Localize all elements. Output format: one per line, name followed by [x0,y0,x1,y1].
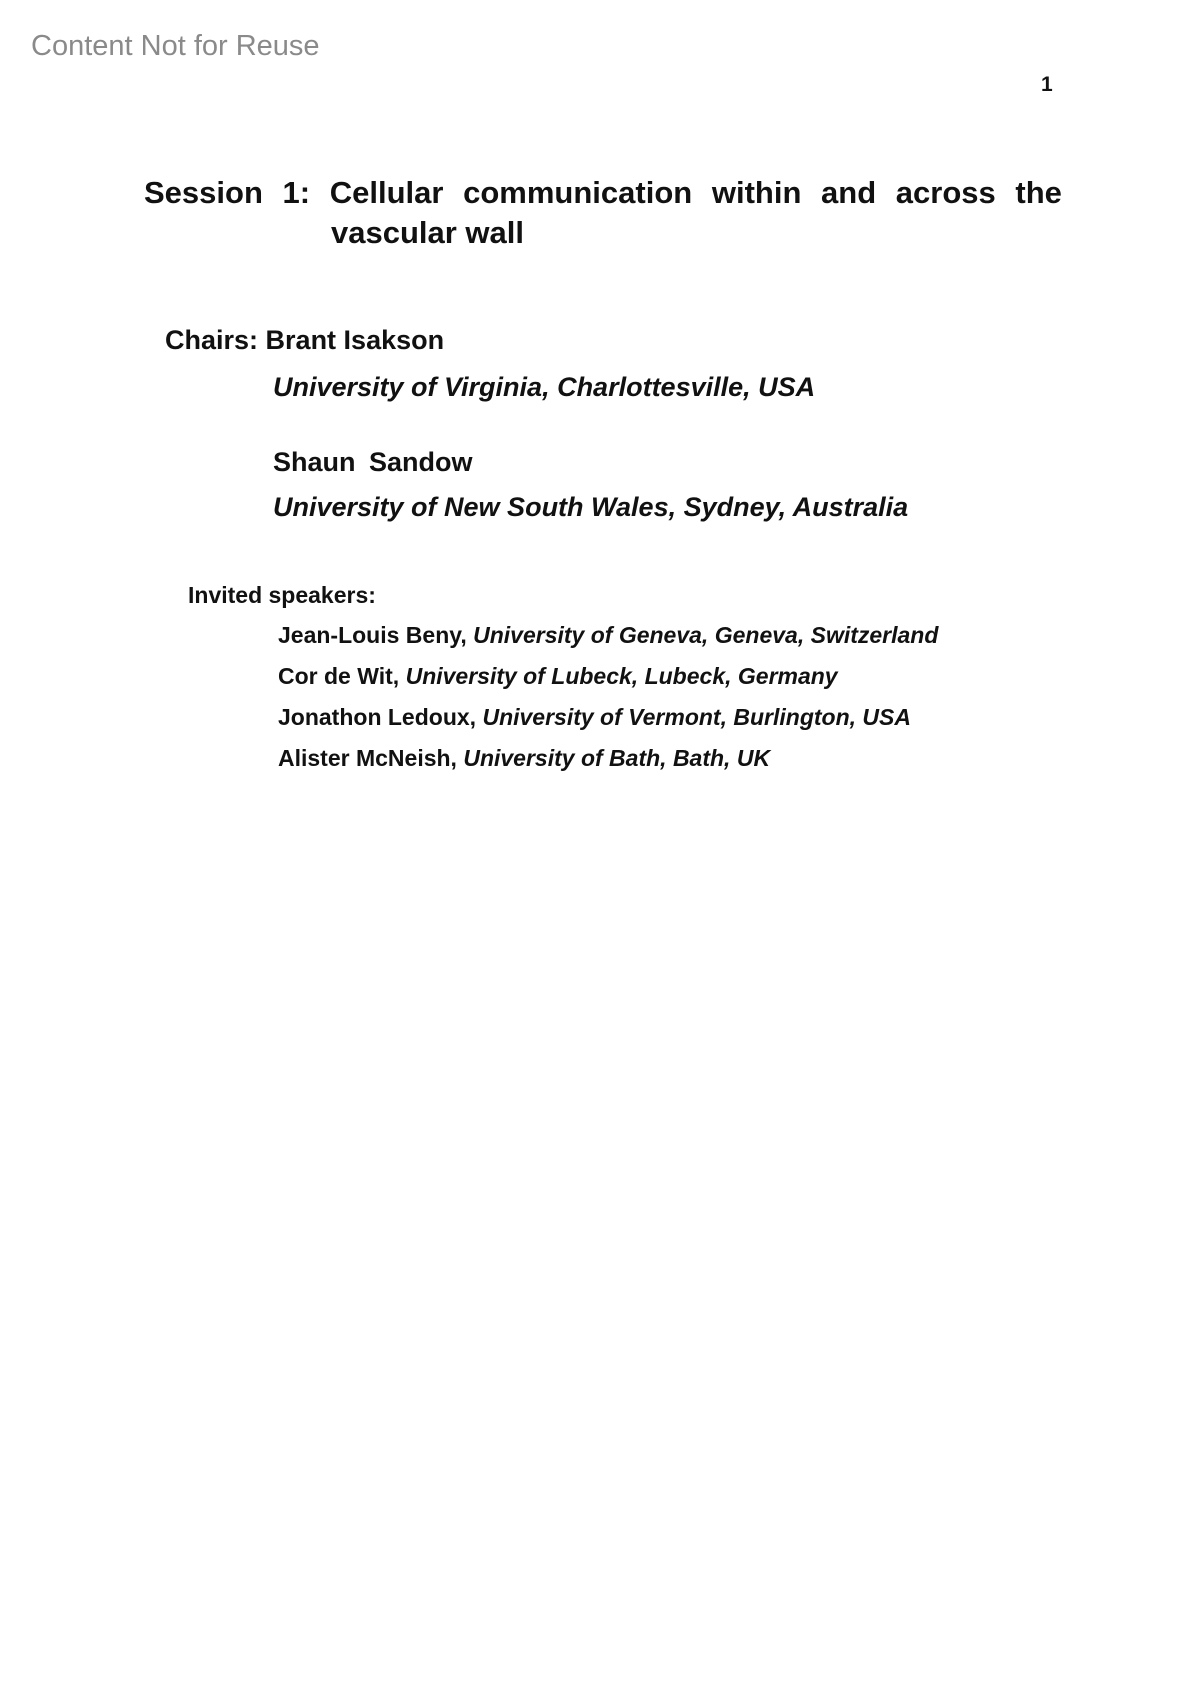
speaker-item [278,661,938,702]
speaker-list [278,620,938,784]
invited-speakers-label: Invited speakers: [188,582,376,608]
chairs-label: Chairs: [165,325,259,355]
speaker-affiliation: University of Lubeck, Lubeck, Germany [405,663,838,689]
session-title [144,173,1062,253]
title-word: within [711,175,802,210]
watermark-text: Content Not for Reuse [31,30,320,62]
session-title-line1 [144,173,1062,213]
chair1-affiliation: University of Virginia, Charlottesville, USA [273,372,816,402]
title-word: 1: [282,175,311,210]
speaker-affiliation: University of Vermont, Burlington, USA [482,704,911,730]
speaker-item [278,702,938,743]
speaker-affiliation: University of Geneva, Geneva, Switzerland [473,622,939,648]
session-title-line2: vascular wall [331,215,525,250]
chair2-affiliation: University of New South Wales, Sydney, Australia [273,492,909,522]
speaker-item [278,743,938,784]
speaker-affiliation: University of Bath, Bath, UK [463,745,771,771]
chair2-name: Shaun Sandow [273,447,473,477]
page-number: 1 [1041,73,1053,96]
speaker-name: Cor de Wit, [278,663,400,689]
title-word: communication [463,175,693,210]
title-word: and [821,175,877,210]
speaker-name: Alister McNeish, [278,745,457,771]
speaker-name: Jean-Louis Beny, [278,622,467,648]
title-word: the [1015,175,1062,210]
title-word: across [895,175,996,210]
title-word: Session [144,175,263,210]
title-word: Cellular [329,175,444,210]
speaker-name: Jonathon Ledoux, [278,704,477,730]
speaker-item [278,620,938,661]
chair1-name: Brant Isakson [265,325,445,355]
chairs-heading [165,325,444,356]
